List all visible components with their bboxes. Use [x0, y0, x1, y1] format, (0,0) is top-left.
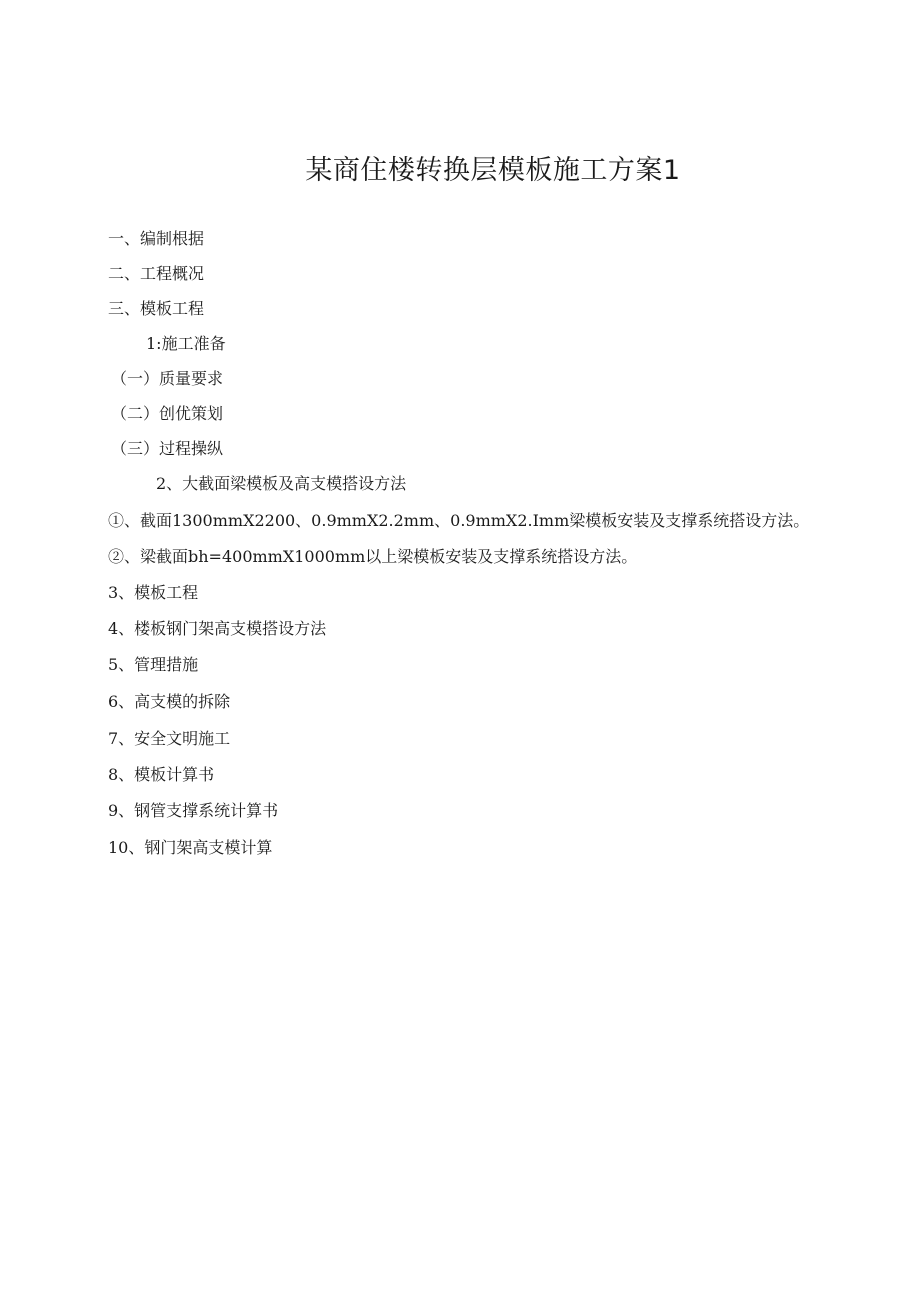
toc-item-3-2-b: ②、梁截面bh=400mmX1000mm以上梁模板安装及支撑系统搭设方法。: [108, 547, 638, 566]
toc-item-1: 一、编制根据: [108, 229, 205, 248]
toc-item-3-1-c: （三）过程操纵: [111, 439, 224, 458]
toc-item-7: 6、高支模的拆除: [108, 692, 231, 711]
toc-item-3-1-a: （一）质量要求: [111, 369, 224, 388]
toc-item-5: 4、楼板钢门架高支模搭设方法: [108, 619, 327, 638]
toc-item-8: 7、安全文明施工: [108, 729, 231, 748]
toc-item-3: 三、模板工程: [108, 299, 205, 318]
document-title: 某商住楼转换层模板施工方案1: [305, 155, 681, 186]
toc-item-11: 10、钢门架高支模计算: [108, 838, 273, 857]
toc-item-10: 9、钢管支撑系统计算书: [108, 801, 279, 820]
toc-item-4: 3、模板工程: [108, 583, 199, 602]
toc-item-3-1: 1:施工准备: [146, 334, 226, 353]
toc-item-3-2: 2、大截面梁模板及高支模搭设方法: [156, 474, 407, 493]
toc-item-6: 5、管理措施: [108, 655, 199, 674]
toc-item-3-2-a: ①、截面1300mmX2200、0.9mmX2.2mm、0.9mmX2.Imm梁模板安装及支撑系统搭设方法。: [108, 511, 810, 530]
toc-item-2: 二、工程概况: [108, 264, 205, 283]
toc-item-3-1-b: （二）创优策划: [111, 404, 224, 423]
toc-item-9: 8、模板计算书: [108, 765, 215, 784]
